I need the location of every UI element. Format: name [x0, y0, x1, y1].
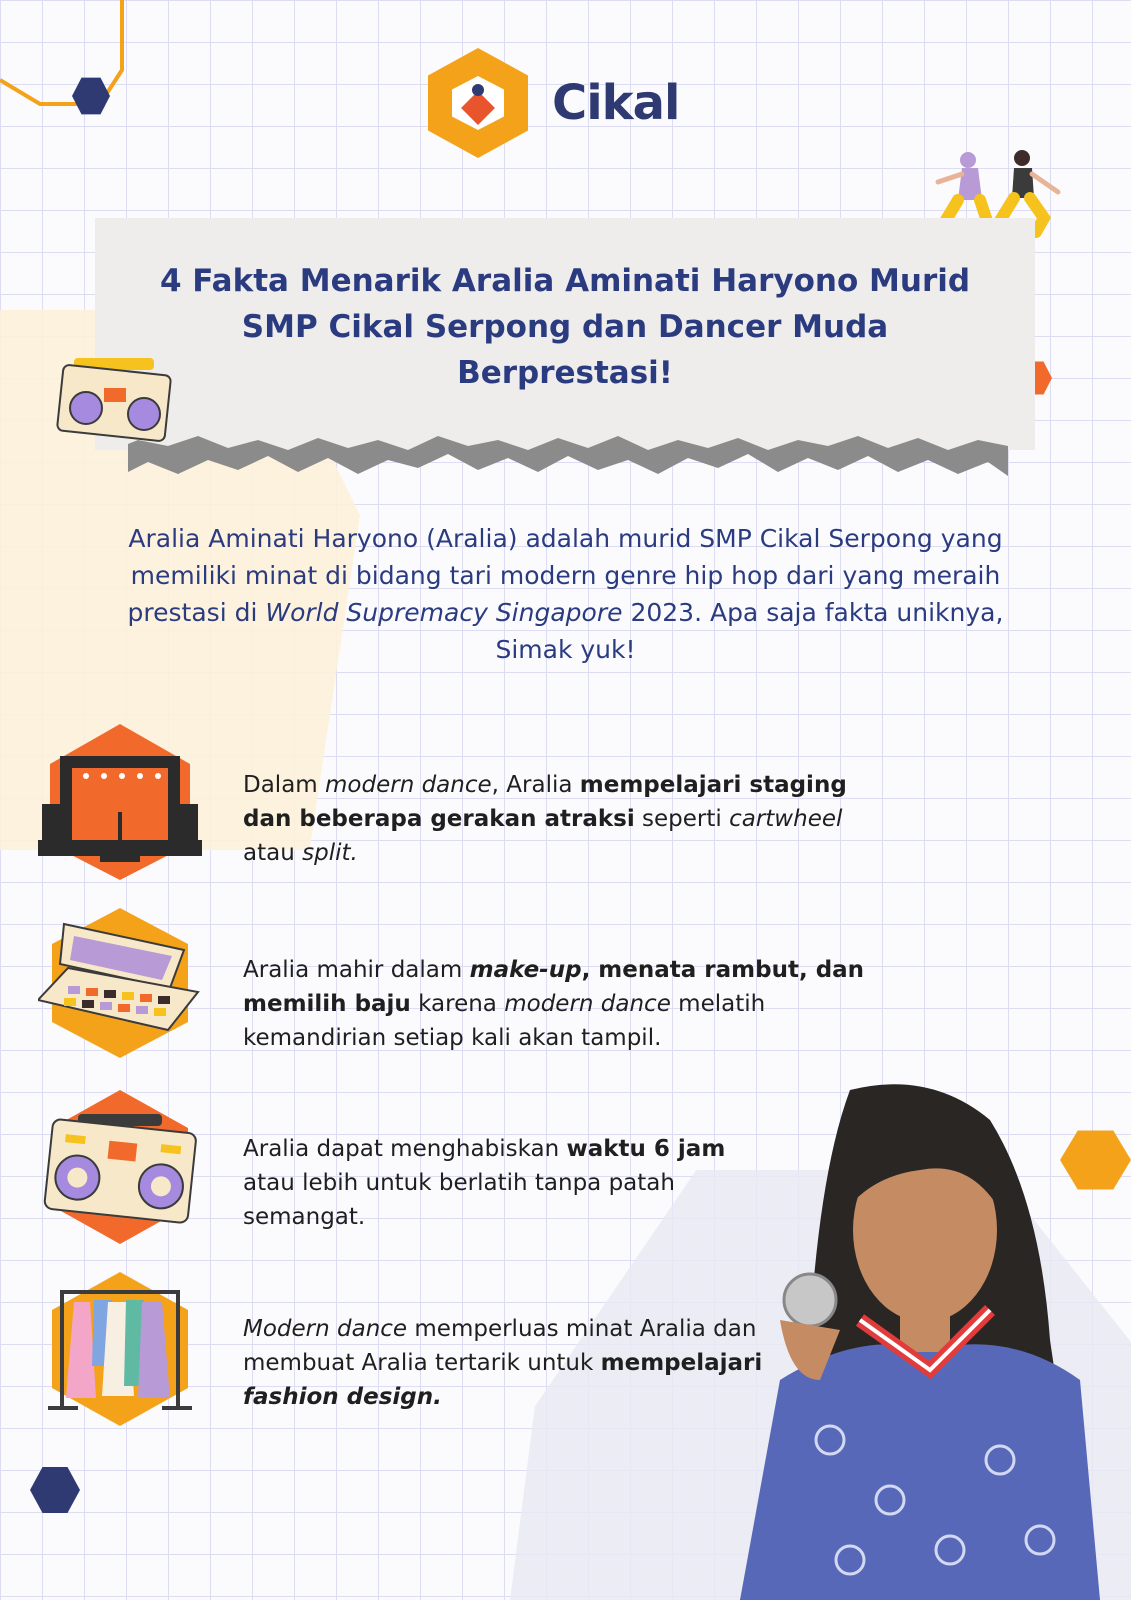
boombox-decoration-icon [56, 356, 172, 442]
clothing-rack-icon [38, 1266, 202, 1430]
fact-2-seg-3: , menata rambut, dan memilih baju [243, 957, 865, 1017]
boombox-icon [38, 1084, 202, 1248]
fact-3-seg-3: atau lebih untuk berlatih tanpa patah semangat. [243, 1170, 675, 1230]
fact-4-seg-2: memperluas minat Aralia dan membuat Aralia tertarik untuk [243, 1316, 757, 1376]
fact-3-text [243, 1132, 783, 1234]
fact-1-seg-5: seperti [634, 806, 730, 832]
intro-paragraph: Aralia Aminati Haryono (Aralia) adalah murid SMP Cikal Serpong yang memiliki minat di bidang tari modern genre hip hop dari yang meraih prestasi di World Supremacy Singapore 2023. Apa saja fakta uniknya, Simak yuk! [127, 524, 1004, 664]
fact-3-seg-1: Aralia dapat menghabiskan [243, 1136, 567, 1162]
fact-1-seg-1: Dalam [243, 772, 326, 798]
fact-1-seg-4: mempelajari staging dan beberapa gerakan atraksi [243, 772, 847, 832]
fact-2-seg-1: Aralia mahir dalam [243, 957, 470, 983]
brand-logo [428, 48, 679, 158]
navy-hexagon-bottom-decoration [30, 1465, 80, 1515]
fact-1-seg-8: split. [302, 840, 358, 866]
fact-4-seg-1: Modern dance [243, 1316, 408, 1342]
stage-icon [38, 720, 202, 884]
fact-4-seg-4: fashion design. [243, 1384, 442, 1410]
corner-line-decoration [0, 0, 140, 120]
brand-name: Cikal [552, 75, 680, 131]
page-title: 4 Fakta Menarik Aralia Aminati Haryono Murid SMP Cikal Serpong dan Dancer Muda Berprestasi! [159, 263, 971, 391]
fact-4-seg-3: mempelajari [600, 1350, 763, 1376]
makeup-palette-icon [38, 900, 202, 1064]
fact-2-seg-4: karena [410, 991, 505, 1017]
fact-4-text [243, 1312, 783, 1414]
fact-3-seg-2: waktu 6 jam [566, 1136, 726, 1162]
fact-1-seg-7: atau [243, 840, 303, 866]
fact-2-text [243, 953, 893, 1055]
fact-2-seg-5: modern dance [504, 991, 671, 1017]
fact-2-seg-2: make-up [469, 957, 582, 983]
fact-1-seg-6: cartwheel [729, 806, 843, 832]
fact-1-seg-2: modern dance [325, 772, 492, 798]
fact-1-text [243, 768, 893, 870]
fact-1-seg-3: , Aralia [491, 772, 580, 798]
fact-2-seg-6: melatih kemandirian setiap kali akan tampil. [243, 991, 766, 1051]
student-photo [740, 1080, 1120, 1600]
torn-paper-edge [128, 432, 1008, 486]
cikal-logo-icon [428, 48, 528, 158]
